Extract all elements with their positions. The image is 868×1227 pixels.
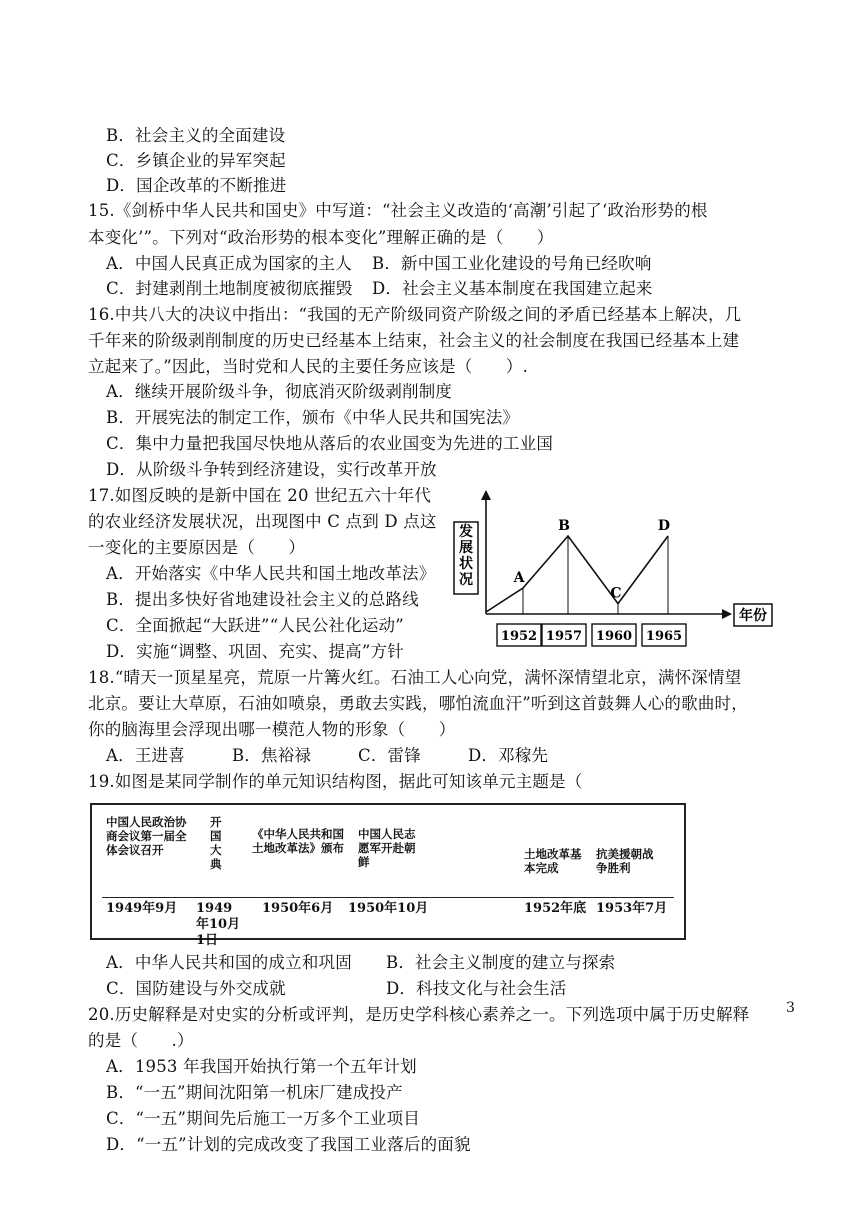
y-axis-label: 发展状况 (459, 524, 473, 588)
q20-option-b: B．“一五”期间沈阳第一机床厂建成投产 (106, 1083, 403, 1102)
point-label-D: D (657, 518, 671, 534)
point-label-A: A (513, 570, 525, 586)
x-axis-label: 年份 (739, 608, 767, 624)
q20-option-d: D．“一五”计划的完成改变了我国工业落后的面貌 (106, 1135, 471, 1154)
timeline-event-3: 《中华人民共和国土地改革法》颁布 (252, 827, 344, 855)
x-tick-label-1965: 1965 (645, 629, 683, 644)
timeline-event-5: 土地改革基本完成 (524, 847, 582, 875)
q19-stem: 19.如图是某同学制作的单元知识结构图，据此可知该单元主题是（ (88, 772, 583, 791)
q17-stem-line3: 一变化的主要原因是（ ） (88, 538, 306, 557)
q18-stem-line3: 你的脑海里会浮现出哪一模范人物的形象（ ） (88, 720, 456, 739)
q15-stem-line2: 本变化’”。下列对“政治形势的根本变化”理解正确的是（ ） (88, 228, 554, 247)
timeline-date-5: 1952年底 (524, 901, 587, 916)
y-axis-arrow (481, 490, 491, 500)
q16-stem-line1: 16.中共八大的决议中指出：“我国的无产阶级同资产阶级之间的矛盾已经基本上解决，几 (88, 305, 742, 324)
q17-option-c: C．全面掀起“大跃进”“人民公社化运动” (106, 616, 404, 635)
q15-option-c: C．封建剥削土地制度被彻底摧毁 (106, 279, 353, 298)
q15-option-a: A．中国人民真正成为国家的主人 (106, 254, 352, 273)
q17-option-d: D．实施“调整、巩固、充实、提高”方针 (106, 642, 404, 661)
x-tick-label-1960: 1960 (595, 629, 633, 644)
timeline-date-2: 1949年10月1日 (196, 901, 241, 948)
q18-option-c: C．雷锋 (358, 746, 421, 765)
x-tick-label-1957: 1957 (545, 629, 583, 644)
q18-option-b: B．焦裕禄 (232, 746, 312, 765)
q19-timeline (90, 803, 686, 948)
margin-mark: 3 (786, 1000, 795, 1016)
q20-stem-line2: 的是（ .） (88, 1031, 194, 1050)
q16-stem-line2: 千年来的阶级剥削制度的历史已经基本上结束，社会主义的社会制度在我国已经基本上建 (88, 331, 740, 350)
timeline-date-4: 1950年10月 (348, 901, 429, 916)
q16-option-b: B．开展宪法的制定工作，颁布《中华人民共和国宪法》 (106, 408, 520, 427)
q17-option-b: B．提出多快好省地建设社会主义的总路线 (106, 590, 419, 609)
q19-option-b: B．社会主义制度的建立与探索 (386, 953, 616, 972)
q16-stem-line3: 立起来了。”因此，当时党和人民的主要任务应该是（ ）. (88, 357, 529, 376)
q16-option-a: A．继续开展阶级斗争，彻底消灭阶级剥削制度 (106, 382, 453, 401)
timeline-date-6: 1953年7月 (596, 901, 668, 916)
timeline-event-2: 开国大典 (210, 815, 222, 871)
timeline-event-1: 中国人民政治协商会议第一届全体会议召开 (106, 815, 187, 857)
q15-option-b: B．新中国工业化建设的号角已经吹响 (372, 254, 652, 273)
timeline-axis (102, 897, 674, 898)
q15-stem-line1: 15.《剑桥中华人民共和国史》中写道：“社会主义改造的‘高潮’引起了‘政治形势的根 (88, 201, 708, 220)
q20-option-c: C．“一五”期间先后施工一万多个工业项目 (106, 1109, 420, 1128)
q14-option-d: D．国企改革的不断推进 (106, 176, 287, 195)
x-tick-label-1952: 1952 (500, 629, 538, 644)
q18-stem-line1: 18.“晴天一顶星星亮，荒原一片篝火红。石油工人心向党，满怀深情望北京，满怀深情望 (88, 668, 742, 687)
q20-stem-line1: 20.历史解释是对史实的分析或评判，是历史学科核心素养之一。下列选项中属于历史解释 (88, 1005, 750, 1024)
q17-option-a: A．开始落实《中华人民共和国土地改革法》 (106, 564, 436, 583)
timeline-event-6: 抗美援朝战争胜利 (596, 847, 654, 875)
q18-option-d: D．邓稼先 (468, 746, 549, 765)
q14-option-c: C．乡镇企业的异军突起 (106, 151, 286, 170)
timeline-date-3: 1950年6月 (262, 901, 334, 916)
q19-option-d: D．科技文化与社会生活 (386, 979, 567, 998)
timeline-date-1: 1949年9月 (106, 901, 178, 916)
point-label-B: B (558, 518, 570, 534)
q14-option-b: B．社会主义的全面建设 (106, 126, 286, 145)
q15-option-d: D．社会主义基本制度在我国建立起来 (372, 279, 653, 298)
q17-stem-line1: 17.如图反映的是新中国在 20 世纪五六十年代 (88, 486, 432, 505)
q17-stem-line2: 的农业经济发展状况，出现图中 C 点到 D 点这 (88, 512, 437, 531)
q18-stem-line2: 北京。要让大草原，石油如喷泉，勇敢去实践，哪怕流血汗”听到这首鼓舞人心的歌曲时， (88, 694, 748, 713)
timeline-event-4: 中国人民志愿军开赴朝鲜 (358, 827, 416, 869)
q19-option-c: C．国防建设与外交成就 (106, 979, 286, 998)
q20-option-a: A．1953 年我国开始执行第一个五年计划 (106, 1057, 417, 1076)
x-axis-arrow (722, 609, 732, 619)
q19-option-a: A．中华人民共和国的成立和巩固 (106, 953, 352, 972)
q16-option-d: D．从阶级斗争转到经济建设，实行改革开放 (106, 460, 437, 479)
q16-option-c: C．集中力量把我国尽快地从落后的农业国变为先进的工业国 (106, 434, 554, 453)
q17-chart (448, 486, 778, 656)
q18-option-a: A．王进喜 (106, 746, 185, 765)
point-label-C: C (610, 585, 622, 602)
